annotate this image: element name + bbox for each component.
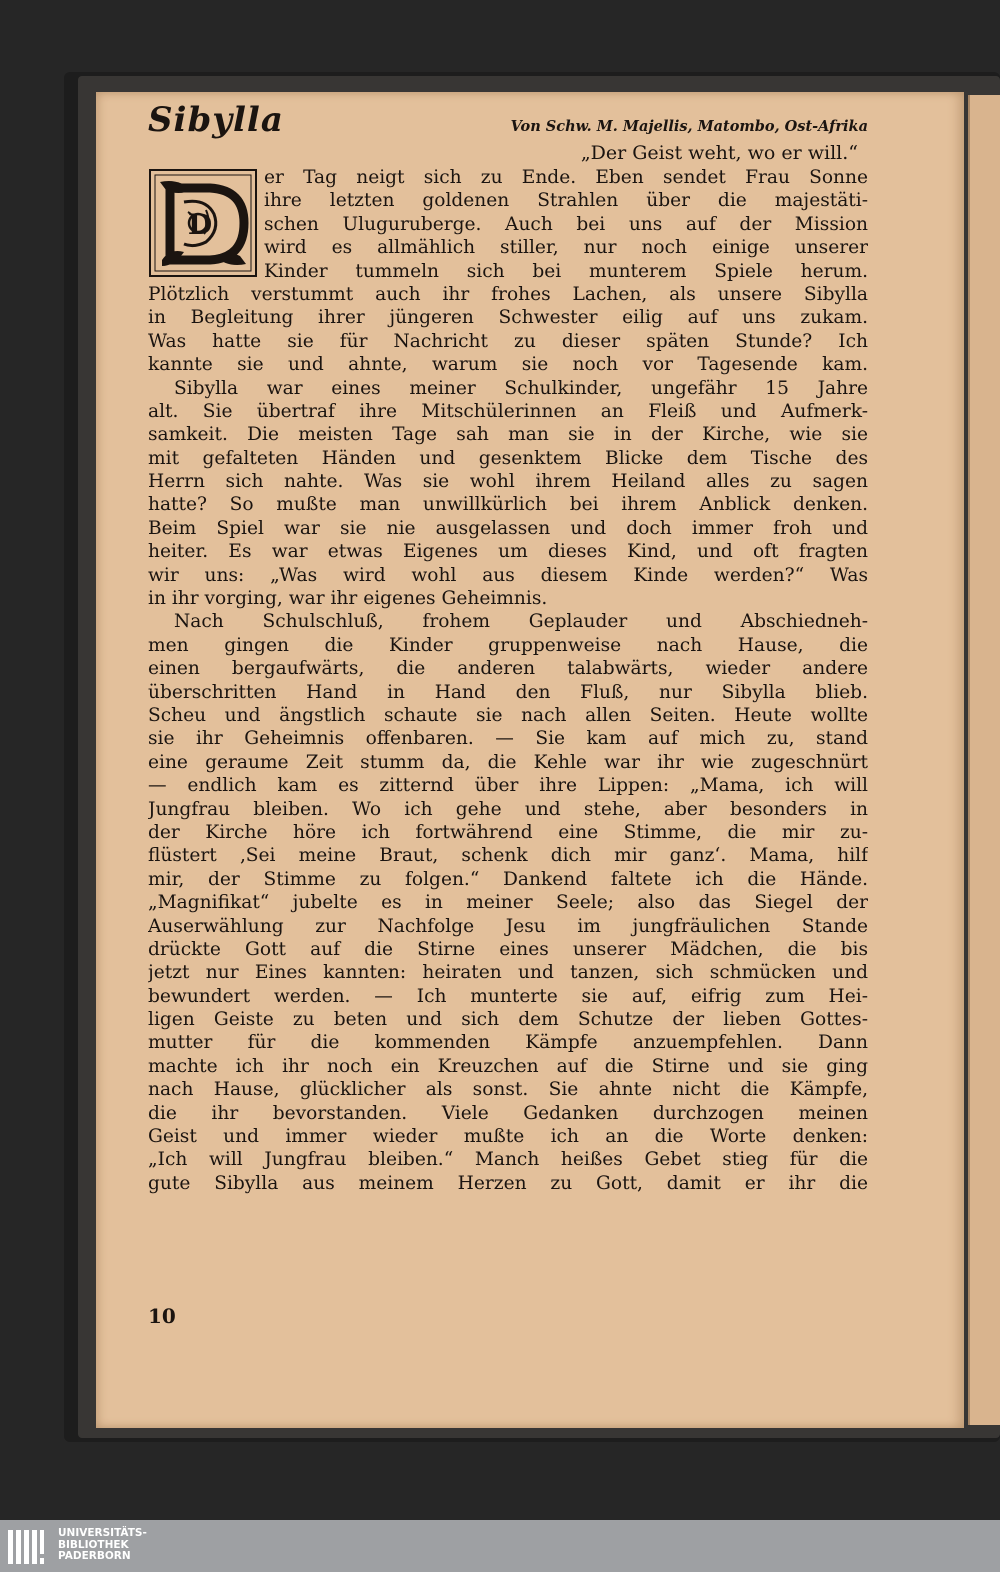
page-content: [148, 100, 868, 1195]
article-byline: Von Schw. M. Majellis, Matombo, Ost-Afrika: [510, 118, 868, 135]
logo-line-2: BIBLIOTHEK: [58, 1538, 129, 1551]
article-lines: [148, 166, 868, 1195]
text-line: Plötzlich verstummt auch ihr frohes Lachen, als unsere Sibylla: [148, 283, 868, 305]
library-logo-icon: [8, 1530, 54, 1564]
text-line: ligen Geiste zu beten und sich dem Schutze der lieben Gottes-: [148, 1009, 868, 1031]
library-footer: [0, 1520, 1000, 1572]
text-line: — endlich kam es zitternd über ihre Lippen: „Mama, ich will: [148, 775, 868, 797]
text-line: sie ihr Geheimnis offenbaren. — Sie kam auf mich zu, stand: [148, 728, 868, 750]
text-line: Nach Schulschluß, frohem Geplauder und Abschiedneh-: [174, 611, 868, 633]
dropcap-letter: D: [187, 208, 213, 241]
text-line: Herrn sich nahte. Was sie wohl ihrem Heiland alles zu sagen: [148, 471, 868, 493]
text-line: jetzt nur Eines kannten: heiraten und tanzen, sich schmücken und: [148, 962, 868, 984]
text-line: Jungfrau bleiben. Wo ich gehe und stehe, aber besonders in: [148, 798, 868, 820]
text-line: mir, der Stimme zu folgen.“ Dankend faltete ich die Hände.: [148, 868, 868, 890]
logo-line-3: PADERBORN: [58, 1550, 131, 1562]
library-logo-text: [58, 1528, 147, 1563]
text-line: der Kirche höre ich fortwährend eine Stimme, die mir zu-: [148, 821, 868, 843]
text-line: hatte? So mußte man unwillkürlich bei ihrem Anblick denken.: [148, 494, 868, 516]
text-line: Auserwählung zur Nachfolge Jesu im jungfräulichen Stande: [148, 915, 868, 937]
text-line: „Magnifikat“ jubelte es in meiner Seele; also das Siegel der: [148, 892, 868, 914]
text-line: Kinder tummeln sich bei munterem Spiele herum.: [264, 260, 868, 282]
text-line: men gingen die Kinder gruppenweise nach Hause, die: [148, 634, 868, 656]
page-number: 10: [148, 1304, 176, 1328]
text-line: wir uns: „Was wird wohl aus diesem Kinde werden?“ Was: [148, 564, 868, 586]
text-line: „Ich will Jungfrau bleiben.“ Manch heißes Gebet stieg für die: [148, 1149, 868, 1171]
text-line: Scheu und ängstlich schaute sie nach allen Seiten. Heute wollte: [148, 704, 868, 726]
logo-line-1: UNIVERSITÄTS-: [58, 1527, 147, 1539]
text-line: Geist und immer wieder mußte ich an die Worte denken:: [148, 1126, 868, 1148]
text-line: flüstert ‚Sei meine Braut, schenk dich mir ganz‘. Mama, hilf: [148, 845, 868, 867]
text-line: alt. Sie übertraf ihre Mitschülerinnen an Fleiß und Aufmerk-: [148, 400, 868, 422]
article-header: [148, 100, 868, 146]
dropcap-ornament-icon: [148, 168, 258, 278]
text-line: mutter für die kommenden Kämpfe anzuempfehlen. Dann: [148, 1032, 868, 1054]
text-line: samkeit. Die meisten Tage sah man sie in der Kirche, wie sie: [148, 424, 868, 446]
text-line: in ihr vorging, war ihr eigenes Geheimnis.: [148, 588, 548, 610]
text-line: eine geraume Zeit stumm da, die Kehle war ihr wie zugeschnürt: [148, 751, 868, 773]
text-line: schen Uluguruberge. Auch bei uns auf der Mission: [264, 213, 868, 235]
text-line: einen bergaufwärts, die anderen talabwärts, wieder andere: [148, 658, 868, 680]
article-body: [148, 166, 868, 1195]
text-line: mit gefalteten Händen und gesenktem Blicke dem Tische des: [148, 447, 868, 469]
facing-page-edge: [968, 95, 1000, 1425]
text-line: in Begleitung ihrer jüngeren Schwester eilig auf uns zukam.: [148, 307, 868, 329]
text-line: Was hatte sie für Nachricht zu dieser späten Stunde? Ich: [148, 330, 868, 352]
article-motto: „Der Geist weht, wo er will.“: [580, 142, 858, 164]
text-line: überschritten Hand in Hand den Fluß, nur Sibylla blieb.: [148, 681, 868, 703]
text-line: wird es allmählich stiller, nur noch einige unserer: [264, 237, 868, 259]
text-line: heiter. Es war etwas Eigenes um dieses Kind, und oft fragten: [148, 541, 868, 563]
text-line: machte ich ihr noch ein Kreuzchen auf die Stirne und sie ging: [148, 1055, 868, 1077]
text-line: kannte sie und ahnte, warum sie noch vor Tagesende kam.: [148, 354, 868, 376]
text-line: nach Hause, glücklicher als sonst. Sie ahnte nicht die Kämpfe,: [148, 1079, 868, 1101]
article-title: Sibylla: [148, 100, 284, 140]
text-line: Beim Spiel war sie nie ausgelassen und doch immer froh und: [148, 517, 868, 539]
text-line: gute Sibylla aus meinem Herzen zu Gott, damit er ihr die: [148, 1172, 868, 1194]
ornamental-dropcap: [148, 168, 258, 278]
text-line: er Tag neigt sich zu Ende. Eben sendet Frau Sonne: [264, 167, 868, 188]
text-line: drückte Gott auf die Stirne eines unserer Mädchen, die bis: [148, 938, 868, 960]
text-line: ihre letzten goldenen Strahlen über die majestäti-: [264, 190, 868, 212]
text-line: bewundert werden. — Ich munterte sie auf, eifrig zum Hei-: [148, 985, 868, 1007]
text-line: die ihr bevorstanden. Viele Gedanken durchzogen meinen: [148, 1102, 868, 1124]
text-line: Sibylla war eines meiner Schulkinder, ungefähr 15 Jahre: [174, 377, 868, 399]
